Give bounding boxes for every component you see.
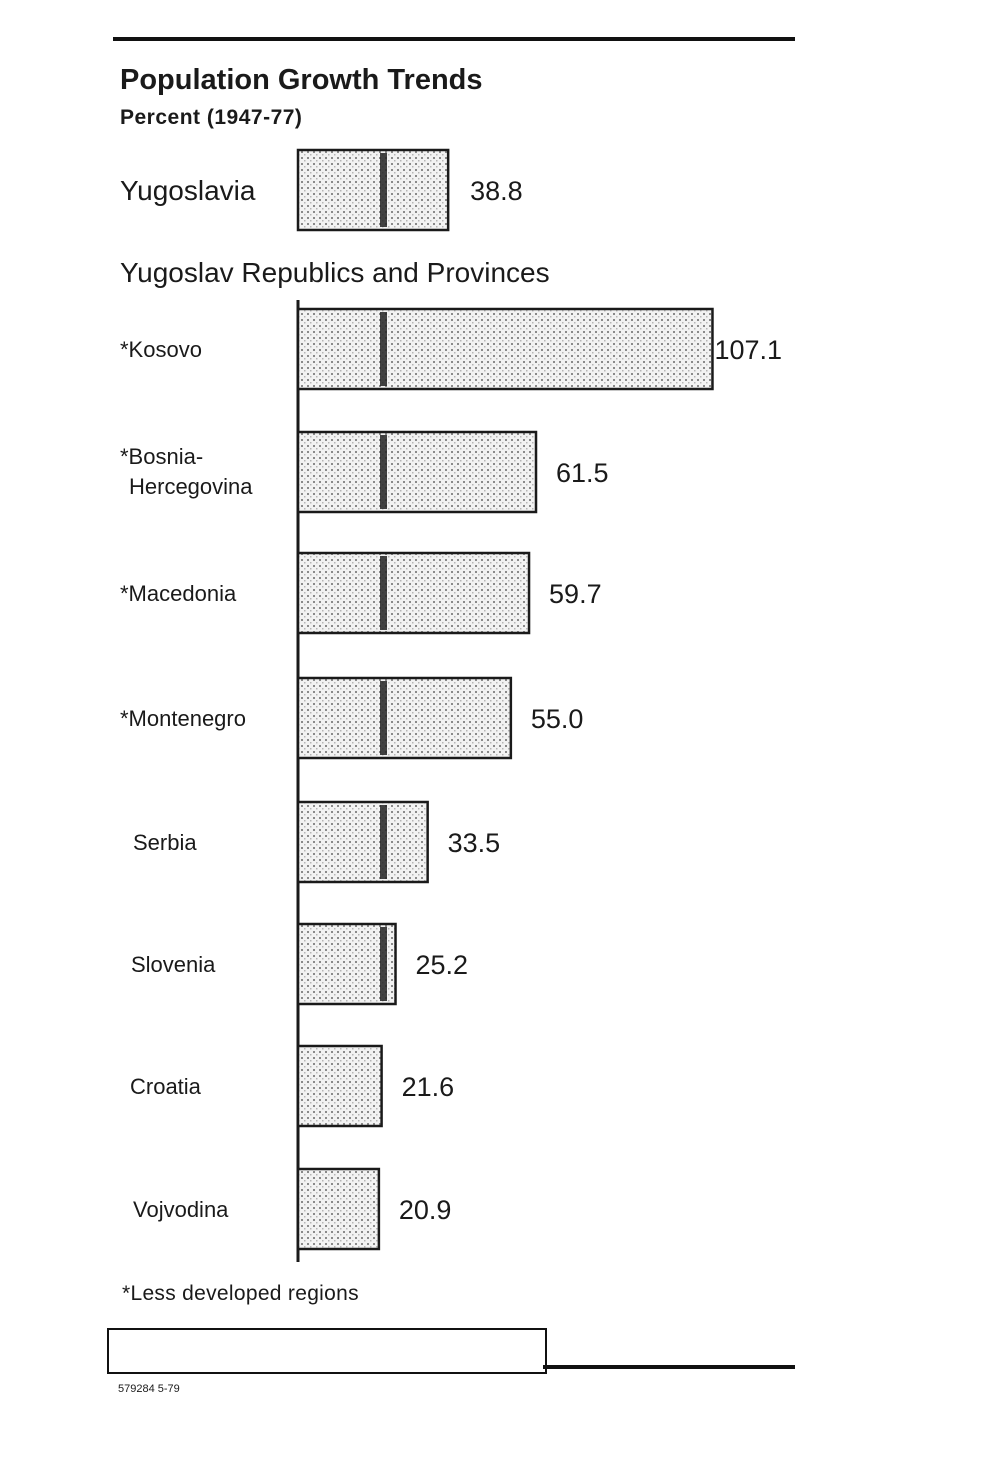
bar-montenegro bbox=[298, 678, 511, 758]
bar-montenegro-streak bbox=[380, 681, 387, 755]
bar-macedonia-streak bbox=[380, 556, 387, 630]
bottom-rule bbox=[543, 1365, 795, 1369]
bar-vojvodina bbox=[298, 1169, 379, 1249]
category-label-slovenia: Slovenia bbox=[131, 952, 216, 977]
bar-bosnia-hercegovina bbox=[298, 432, 536, 512]
chart-subtitle: Percent (1947-77) bbox=[120, 106, 303, 129]
value-label-macedonia: 59.7 bbox=[549, 579, 602, 609]
value-label-croatia: 21.6 bbox=[401, 1072, 455, 1102]
bar-kosovo bbox=[298, 309, 712, 389]
bar-croatia bbox=[298, 1046, 382, 1126]
footnote: *Less developed regions bbox=[122, 1282, 359, 1305]
section-title: Yugoslav Republics and Provinces bbox=[120, 257, 550, 288]
value-label-slovenia: 25.2 bbox=[415, 950, 469, 980]
category-label-bosnia-hercegovina-line-1: *Bosnia- bbox=[120, 444, 204, 469]
category-label-serbia: Serbia bbox=[133, 830, 197, 855]
category-label-bosnia-hercegovina-line-2: Hercegovina bbox=[129, 474, 253, 499]
category-label-croatia: Croatia bbox=[130, 1074, 201, 1099]
bar-serbia-streak bbox=[380, 805, 387, 879]
chart-title: Population Growth Trends bbox=[120, 64, 483, 96]
legend-box bbox=[107, 1328, 547, 1374]
category-label-vojvodina: Vojvodina bbox=[133, 1197, 229, 1222]
bar-macedonia bbox=[298, 553, 529, 633]
category-label-macedonia: *Macedonia bbox=[120, 581, 237, 606]
bar-serbia bbox=[298, 802, 428, 882]
bar-kosovo-streak bbox=[380, 312, 387, 386]
value-label-bosnia-hercegovina: 61.5 bbox=[556, 458, 609, 488]
category-label-yugoslavia: Yugoslavia bbox=[120, 175, 256, 206]
value-label-montenegro: 55.0 bbox=[530, 704, 584, 734]
category-label-kosovo: *Kosovo bbox=[120, 337, 202, 362]
bar-bosnia-hercegovina-streak bbox=[380, 435, 387, 509]
bar-yugoslavia bbox=[298, 150, 448, 230]
value-label-serbia: 33.5 bbox=[447, 828, 501, 858]
value-label-vojvodina: 20.9 bbox=[398, 1195, 452, 1225]
source-code: 579284 5-79 bbox=[118, 1383, 180, 1395]
category-label-montenegro: *Montenegro bbox=[120, 706, 246, 731]
bar-slovenia-streak bbox=[380, 927, 387, 1001]
bar-yugoslavia-streak bbox=[380, 153, 387, 227]
value-label-yugoslavia: 38.8 bbox=[470, 176, 523, 206]
value-label-kosovo: 107.1 bbox=[714, 335, 783, 365]
